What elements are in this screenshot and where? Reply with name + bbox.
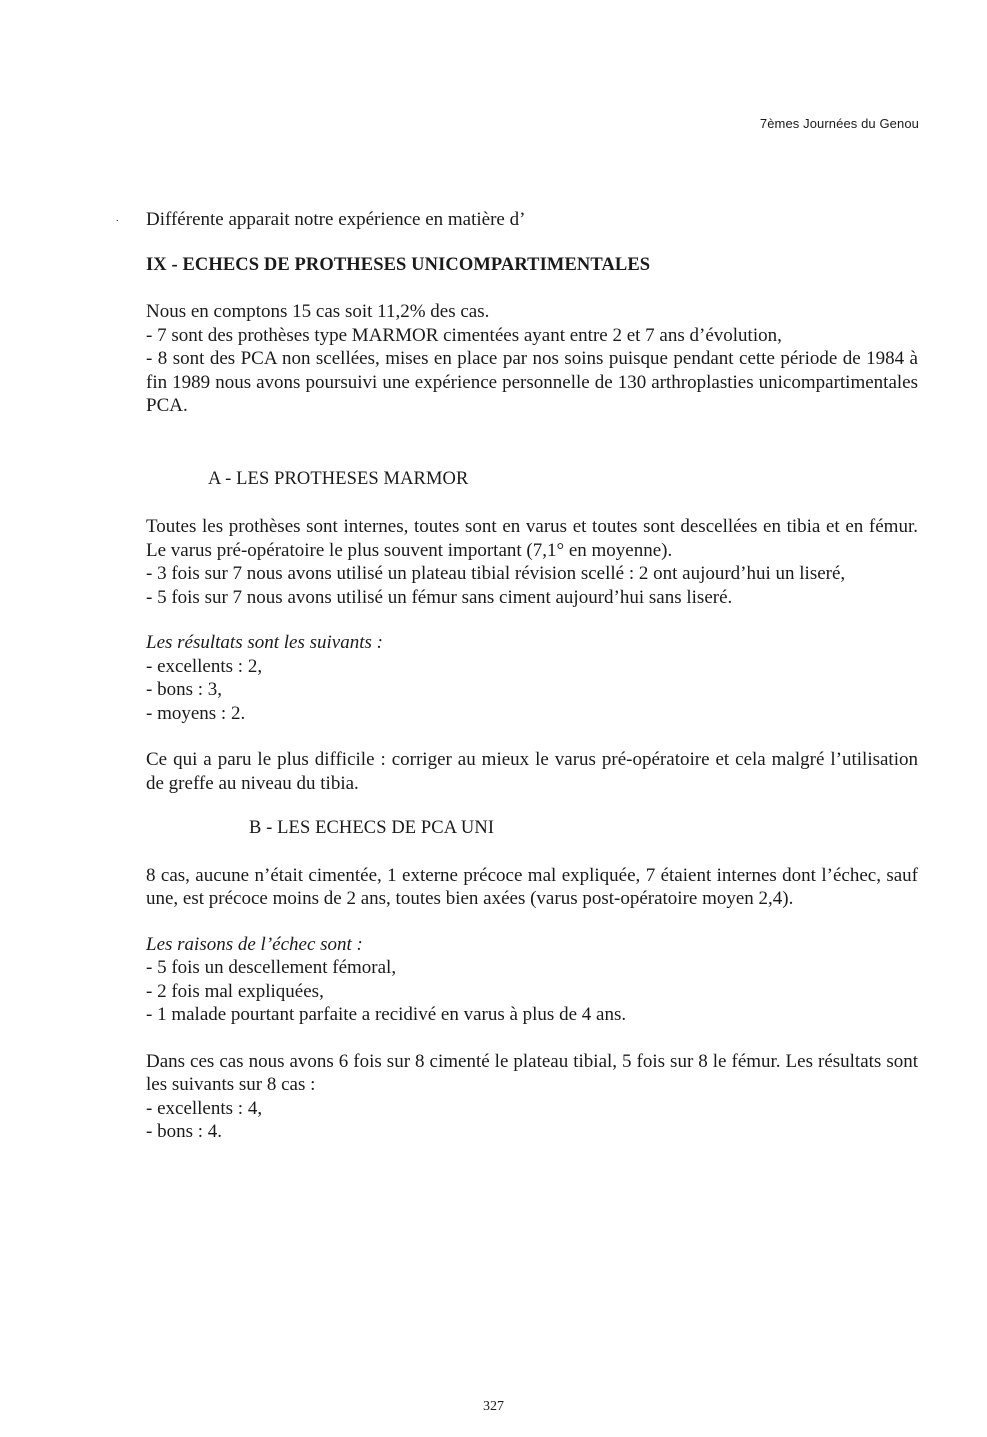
section-ix-line: Nous en comptons 15 cas soit 11,2% des cas. (146, 301, 490, 322)
result-item: - bons : 3, (146, 679, 222, 700)
reasons-label: Les raisons de l’échec sont : (146, 933, 363, 955)
section-b-treatment (146, 1050, 918, 1144)
treatment-paragraph: Dans ces cas nous avons 6 fois sur 8 cimenté le plateau tibial, 5 fois sur 8 le fémur. Les résultats sont les suivants sur 8 cas : (146, 1050, 918, 1095)
section-b-heading: B - LES ECHECS DE PCA UNI (249, 818, 495, 838)
section-ix-line: - 7 sont des prothèses type MARMOR cimentées ayant entre 2 et 7 ans d’évolution, (146, 324, 782, 346)
section-a-line: Toutes les prothèses sont internes, toutes sont en varus et toutes sont descellées en tibia et en fémur. Le varus pré-opératoire le plus souvent important (7,1° en moyenne). (146, 516, 918, 561)
page-body (146, 208, 918, 1144)
section-ix-line: - 8 sont des PCA non scellées, mises en place par nos soins puisque pendant cette période de 1984 à fin 1989 nous avons poursuivi une expérience personnelle de 130 arthroplasties unicompartimentales PCA. (146, 348, 918, 416)
running-header: 7èmes Journées du Genou (759, 116, 919, 131)
reason-item: - 1 malade pourtant parfaite a recidivé en varus à plus de 4 ans. (146, 1004, 627, 1025)
reason-item: - 2 fois mal expliquées, (146, 980, 324, 1002)
section-b-paragraph: 8 cas, aucune n’était cimentée, 1 externe précoce mal expliquée, 7 étaient internes dont l’échec, sauf une, est précoce moins de 2 ans, toutes bien axées (varus post-opératoire moyen 2,4). (146, 864, 918, 909)
section-a-heading: A - LES PROTHESES MARMOR (208, 468, 469, 489)
page-number: 327 (483, 1399, 504, 1414)
reason-item: - 5 fois un descellement fémoral, (146, 957, 397, 978)
section-a-conclusion: Ce qui a paru le plus difficile : corriger au mieux le varus pré-opératoire et cela malgré l’utilisation de greffe au niveau du tibia. (146, 749, 918, 794)
section-b-reasons (146, 933, 918, 1027)
result-item: - excellents : 2, (146, 655, 263, 677)
section-a-line: - 3 fois sur 7 nous avons utilisé un plateau tibial révision scellé : 2 ont aujourd’hui un liseré, (146, 563, 846, 584)
result-item: - moyens : 2. (146, 702, 246, 724)
section-ix-heading: IX - ECHECS DE PROTHESES UNICOMPARTIMENTALES (146, 254, 651, 275)
result-item: - excellents : 4, (146, 1097, 263, 1119)
section-a-results (146, 631, 918, 725)
section-ix-body (146, 300, 918, 418)
intro-paragraph: Différente apparait notre expérience en matière d’ (146, 209, 526, 230)
results-label: Les résultats sont les suivants : (146, 632, 383, 653)
margin-mark: . (116, 213, 119, 224)
result-item: - bons : 4. (146, 1121, 222, 1142)
section-a-body (146, 515, 918, 609)
section-a-line: - 5 fois sur 7 nous avons utilisé un fémur sans ciment aujourd’hui sans liseré. (146, 586, 733, 608)
